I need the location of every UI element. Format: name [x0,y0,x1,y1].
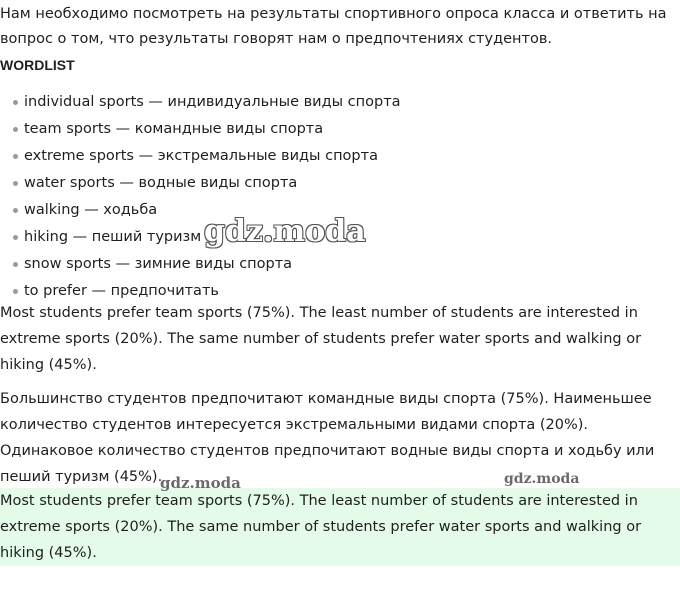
wordlist-item: team sports — командные виды спорта [0,116,401,143]
watermark-logo: gdz.moda [204,214,366,249]
wordlist-item: hiking — пеший туризм [0,224,401,251]
watermark-logo: gdz.moda [160,474,241,492]
bullet-icon [13,127,18,132]
wordlist-item: water sports — водные виды спорта [0,170,401,197]
intro-text: Нам необходимо посмотреть на результаты спортивного опроса класса и ответить на вопрос о том, что результаты говорят нам о предпочтениях студентов. [0,6,667,47]
bullet-icon [13,235,18,240]
bullet-icon [13,154,18,159]
bullet-icon [13,181,18,186]
bullet-icon [13,289,18,294]
wordlist-item: snow sports — зимние виды спорта [0,251,401,278]
wordlist [0,89,401,305]
paragraph-russian: Большинство студентов предпочитают командные виды спорта (75%). Наименьшее количество студентов интересуется экстремальными видами спорта (20%). Одинаковое количество студентов предпочитают водные виды спорта и ходьбу или пеший туризм (45%). [0,391,655,485]
watermark-logo: gdz.moda [504,471,580,487]
wordlist-item: to prefer — предпочитать [0,278,401,305]
paragraph-english-highlighted: Most students prefer team sports (75%). The least number of students are interested in extreme sports (20%). The same number of students prefer water sports and walking or hiking (45%). [0,493,642,561]
paragraph-english: Most students prefer team sports (75%). The least number of students are interested in extreme sports (20%). The same number of students prefer water sports and walking or hiking (45%). [0,305,642,373]
wordlist-item: walking — ходьба [0,197,401,224]
wordlist-heading: WORDLIST [0,57,75,73]
bullet-icon [13,100,18,105]
wordlist-item: extreme sports — экстремальные виды спорта [0,143,401,170]
bullet-icon [13,262,18,267]
wordlist-item: individual sports — индивидуальные виды спорта [0,89,401,116]
bullet-icon [13,208,18,213]
